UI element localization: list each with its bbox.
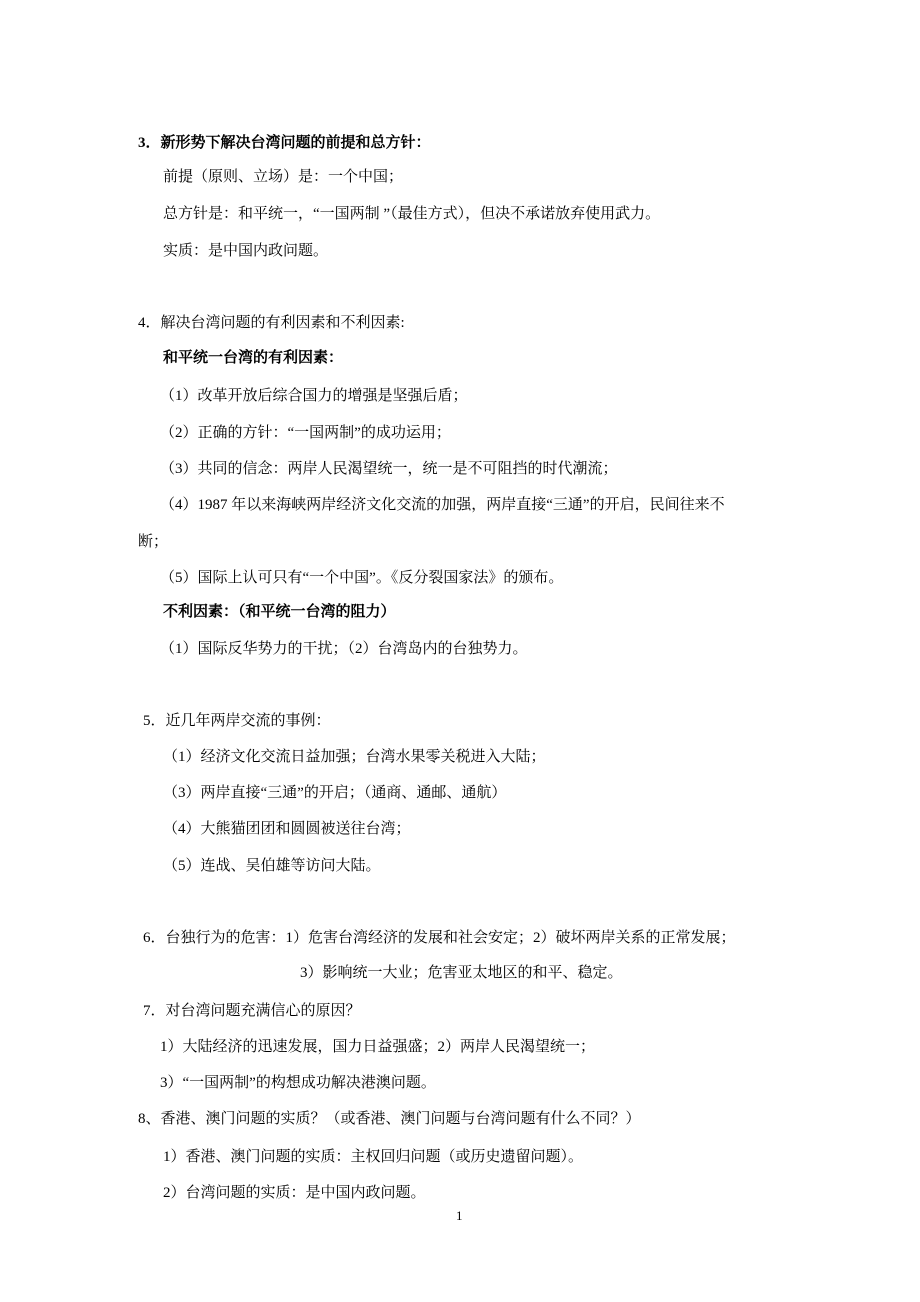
- section7-line1: 1）大陆经济的迅速发展，国力日益强盛；2）两岸人民渴望统一；: [160, 1039, 596, 1055]
- section3-heading: 3．新形势下解决台湾问题的前提和总方针：: [138, 135, 431, 151]
- unfavorable-heading: 不利因素：（和平统一台湾的阻力）: [163, 604, 396, 620]
- favorable-heading: 和平统一台湾的有利因素：: [163, 350, 344, 366]
- section7-heading: 7．对台湾问题充满信心的原因？: [143, 1003, 361, 1019]
- section5-item: （3）两岸直接“三通”的开启；（通商、通邮、通航）: [163, 785, 507, 801]
- favorable-item-continued: 断；: [138, 534, 169, 550]
- section8-line2: 2）台湾问题的实质：是中国内政问题。: [163, 1185, 426, 1201]
- section6-line2: 3）影响统一大业；危害亚太地区的和平、稳定。: [300, 965, 623, 981]
- favorable-item: （5）国际上认可只有“一个中国”。《反分裂国家法》的颁布。: [160, 570, 564, 586]
- section3-essence: 实质：是中国内政问题。: [163, 243, 329, 259]
- section8-heading: 8、香港、澳门问题的实质？（或香港、澳门问题与台湾问题有什么不同？）: [138, 1111, 641, 1127]
- favorable-item: （3）共同的信念：两岸人民渴望统一，统一是不可阻挡的时代潮流；: [160, 461, 618, 477]
- section6-line1: 6．台独行为的危害：1）危害台湾经济的发展和社会安定；2）破坏两岸关系的正常发展；: [143, 930, 736, 946]
- section5-item: （4）大熊猫团团和圆圆被送往台湾；: [163, 821, 411, 837]
- section3-policy: 总方针是：和平统一，“一国两制 ”（最佳方式），但决不承诺放弃使用武力。: [163, 206, 661, 222]
- section4-heading: 4．解决台湾问题的有利因素和不利因素:: [138, 315, 405, 331]
- favorable-item: （1）改革开放后综合国力的增强是坚强后盾；: [160, 388, 468, 404]
- section7-line2: 3）“一国两制”的构想成功解决港澳问题。: [160, 1075, 436, 1091]
- section5-heading: 5．近几年两岸交流的事例：: [143, 713, 331, 729]
- page-number: 1: [456, 1208, 463, 1223]
- section5-item: （5）连战、吴伯雄等访问大陆。: [163, 858, 381, 874]
- unfavorable-items: （1）国际反华势力的干扰；（2）台湾岛内的台独势力。: [160, 641, 528, 657]
- favorable-item: （2）正确的方针：“一国两制”的成功运用；: [160, 425, 451, 441]
- section8-line1: 1）香港、澳门问题的实质：主权回归问题（或历史遗留问题）。: [163, 1149, 584, 1165]
- section5-item: （1）经济文化交流日益加强；台湾水果零关税进入大陆；: [163, 749, 546, 765]
- favorable-item: （4）1987 年以来海峡两岸经济文化交流的加强，两岸直接“三通”的开启，民间往来不: [160, 497, 725, 513]
- section3-premise: 前提（原则、立场）是：一个中国；: [163, 169, 404, 185]
